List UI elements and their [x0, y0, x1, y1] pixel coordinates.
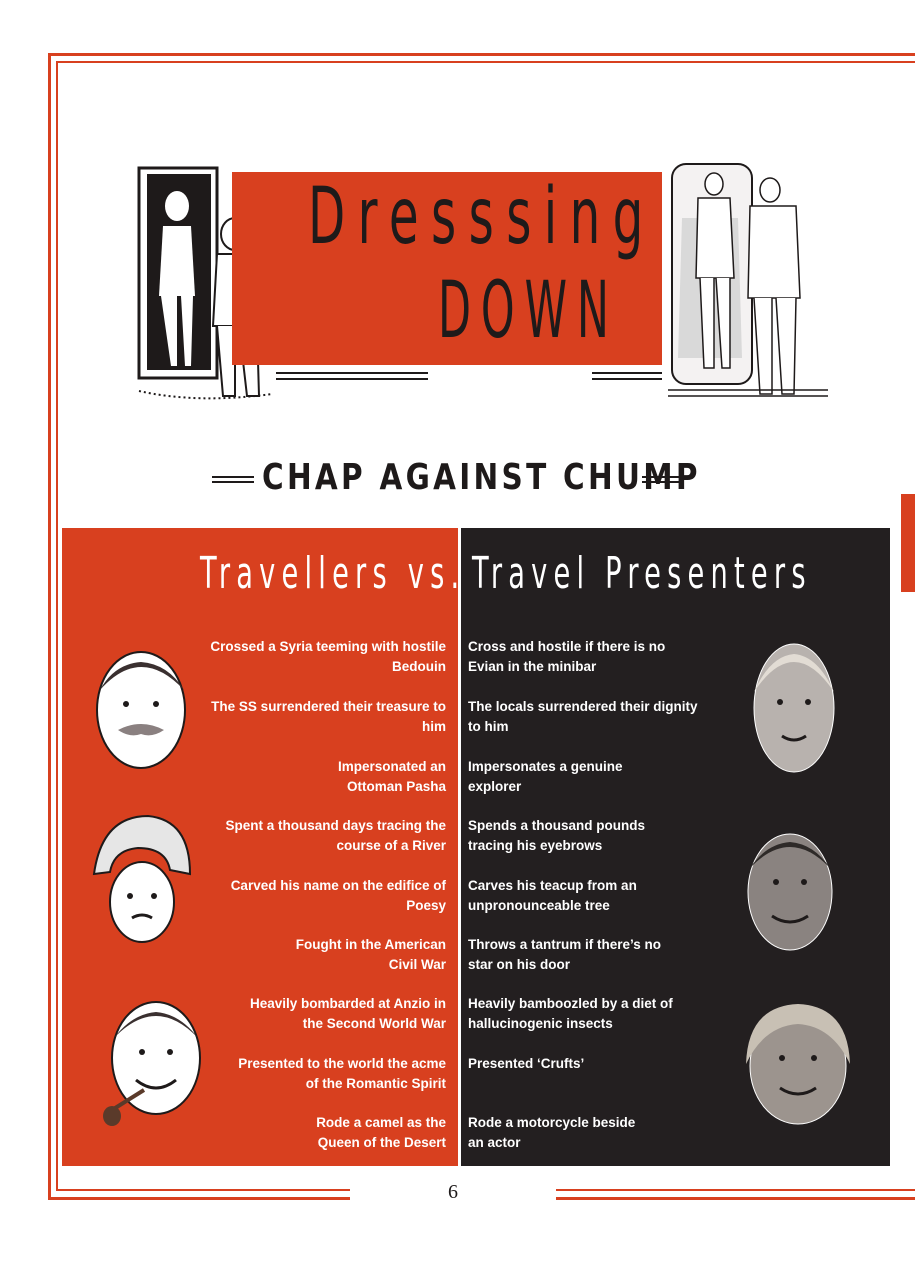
- presenter-portrait-1: [748, 636, 840, 776]
- title-down: DOWN: [438, 266, 619, 356]
- traveller-row-6: Fought in the American Civil War: [295, 937, 446, 972]
- presenter-row-1: Cross and hostile if there is no Evian in the minibar: [468, 639, 666, 674]
- title-rule-right-1: [592, 372, 662, 374]
- frame-bottom-right-outer: [556, 1197, 915, 1200]
- traveller-row-7: Heavily bombarded at Anzio in the Second World War: [249, 996, 446, 1031]
- frame-bottom-left-inner: [56, 1189, 350, 1191]
- frame-bottom-right-inner: [556, 1189, 915, 1191]
- traveller-row-9: Rode a camel as the Queen of the Desert: [316, 1115, 446, 1150]
- frame-bottom-left-outer: [48, 1197, 350, 1200]
- title-rule-left-2: [276, 378, 428, 380]
- side-tab: [901, 494, 915, 592]
- traveller-row-2: The SS surrendered their treasure to him: [211, 699, 446, 734]
- frame-left-outer: [48, 53, 51, 1199]
- title-dressing: Dresssing: [308, 172, 656, 262]
- page-number: 6: [448, 1181, 458, 1203]
- traveller-portrait-2: [88, 812, 194, 948]
- traveller-row-8: Presented to the world the acme of the Romantic Spirit: [238, 1056, 446, 1091]
- subtitle-rule-right: [642, 476, 682, 483]
- presenter-portrait-3: [740, 996, 856, 1128]
- presenter-row-7: Heavily bamboozled by a diet of hallucinogenic insects: [468, 996, 673, 1031]
- presenter-row-2: The locals surrendered their dignity to him: [468, 699, 698, 734]
- traveller-row-5: Carved his name on the edifice of Poesy: [230, 878, 446, 913]
- heading-travel-presenters: Travel Presenters: [472, 548, 812, 599]
- presenter-row-8: Presented ‘Crufts’: [468, 1056, 585, 1071]
- mirror-illustration-right: [668, 158, 833, 420]
- frame-top-inner: [56, 61, 915, 63]
- traveller-row-3: Impersonated an Ottoman Pasha: [337, 759, 446, 794]
- presenter-row-9: Rode a motorcycle beside an actor: [468, 1115, 636, 1150]
- traveller-portrait-1: [88, 642, 194, 774]
- traveller-row-1: Crossed a Syria teeming with hostile Bedouin: [210, 639, 446, 674]
- subtitle: CHAP AGAINST CHUMP: [262, 457, 701, 498]
- presenter-portrait-2: [742, 826, 838, 956]
- presenter-row-6: Throws a tantrum if there’s no star on his door: [468, 937, 662, 972]
- frame-top-outer: [48, 53, 915, 56]
- frame-left-inner: [56, 61, 58, 1191]
- title-rule-left-1: [276, 372, 428, 374]
- presenter-row-5: Carves his teacup from an unpronounceable tree: [468, 878, 637, 913]
- traveller-portrait-3: [100, 994, 204, 1132]
- heading-travellers: Travellers vs.: [200, 548, 466, 599]
- subtitle-wrap: [210, 455, 701, 505]
- presenter-row-4: Spends a thousand pounds tracing his eyebrows: [468, 818, 646, 853]
- title-rule-right-2: [592, 378, 662, 380]
- traveller-row-4: Spent a thousand days tracing the course of a River: [225, 818, 446, 853]
- presenter-row-3: Impersonates a genuine explorer: [468, 759, 623, 794]
